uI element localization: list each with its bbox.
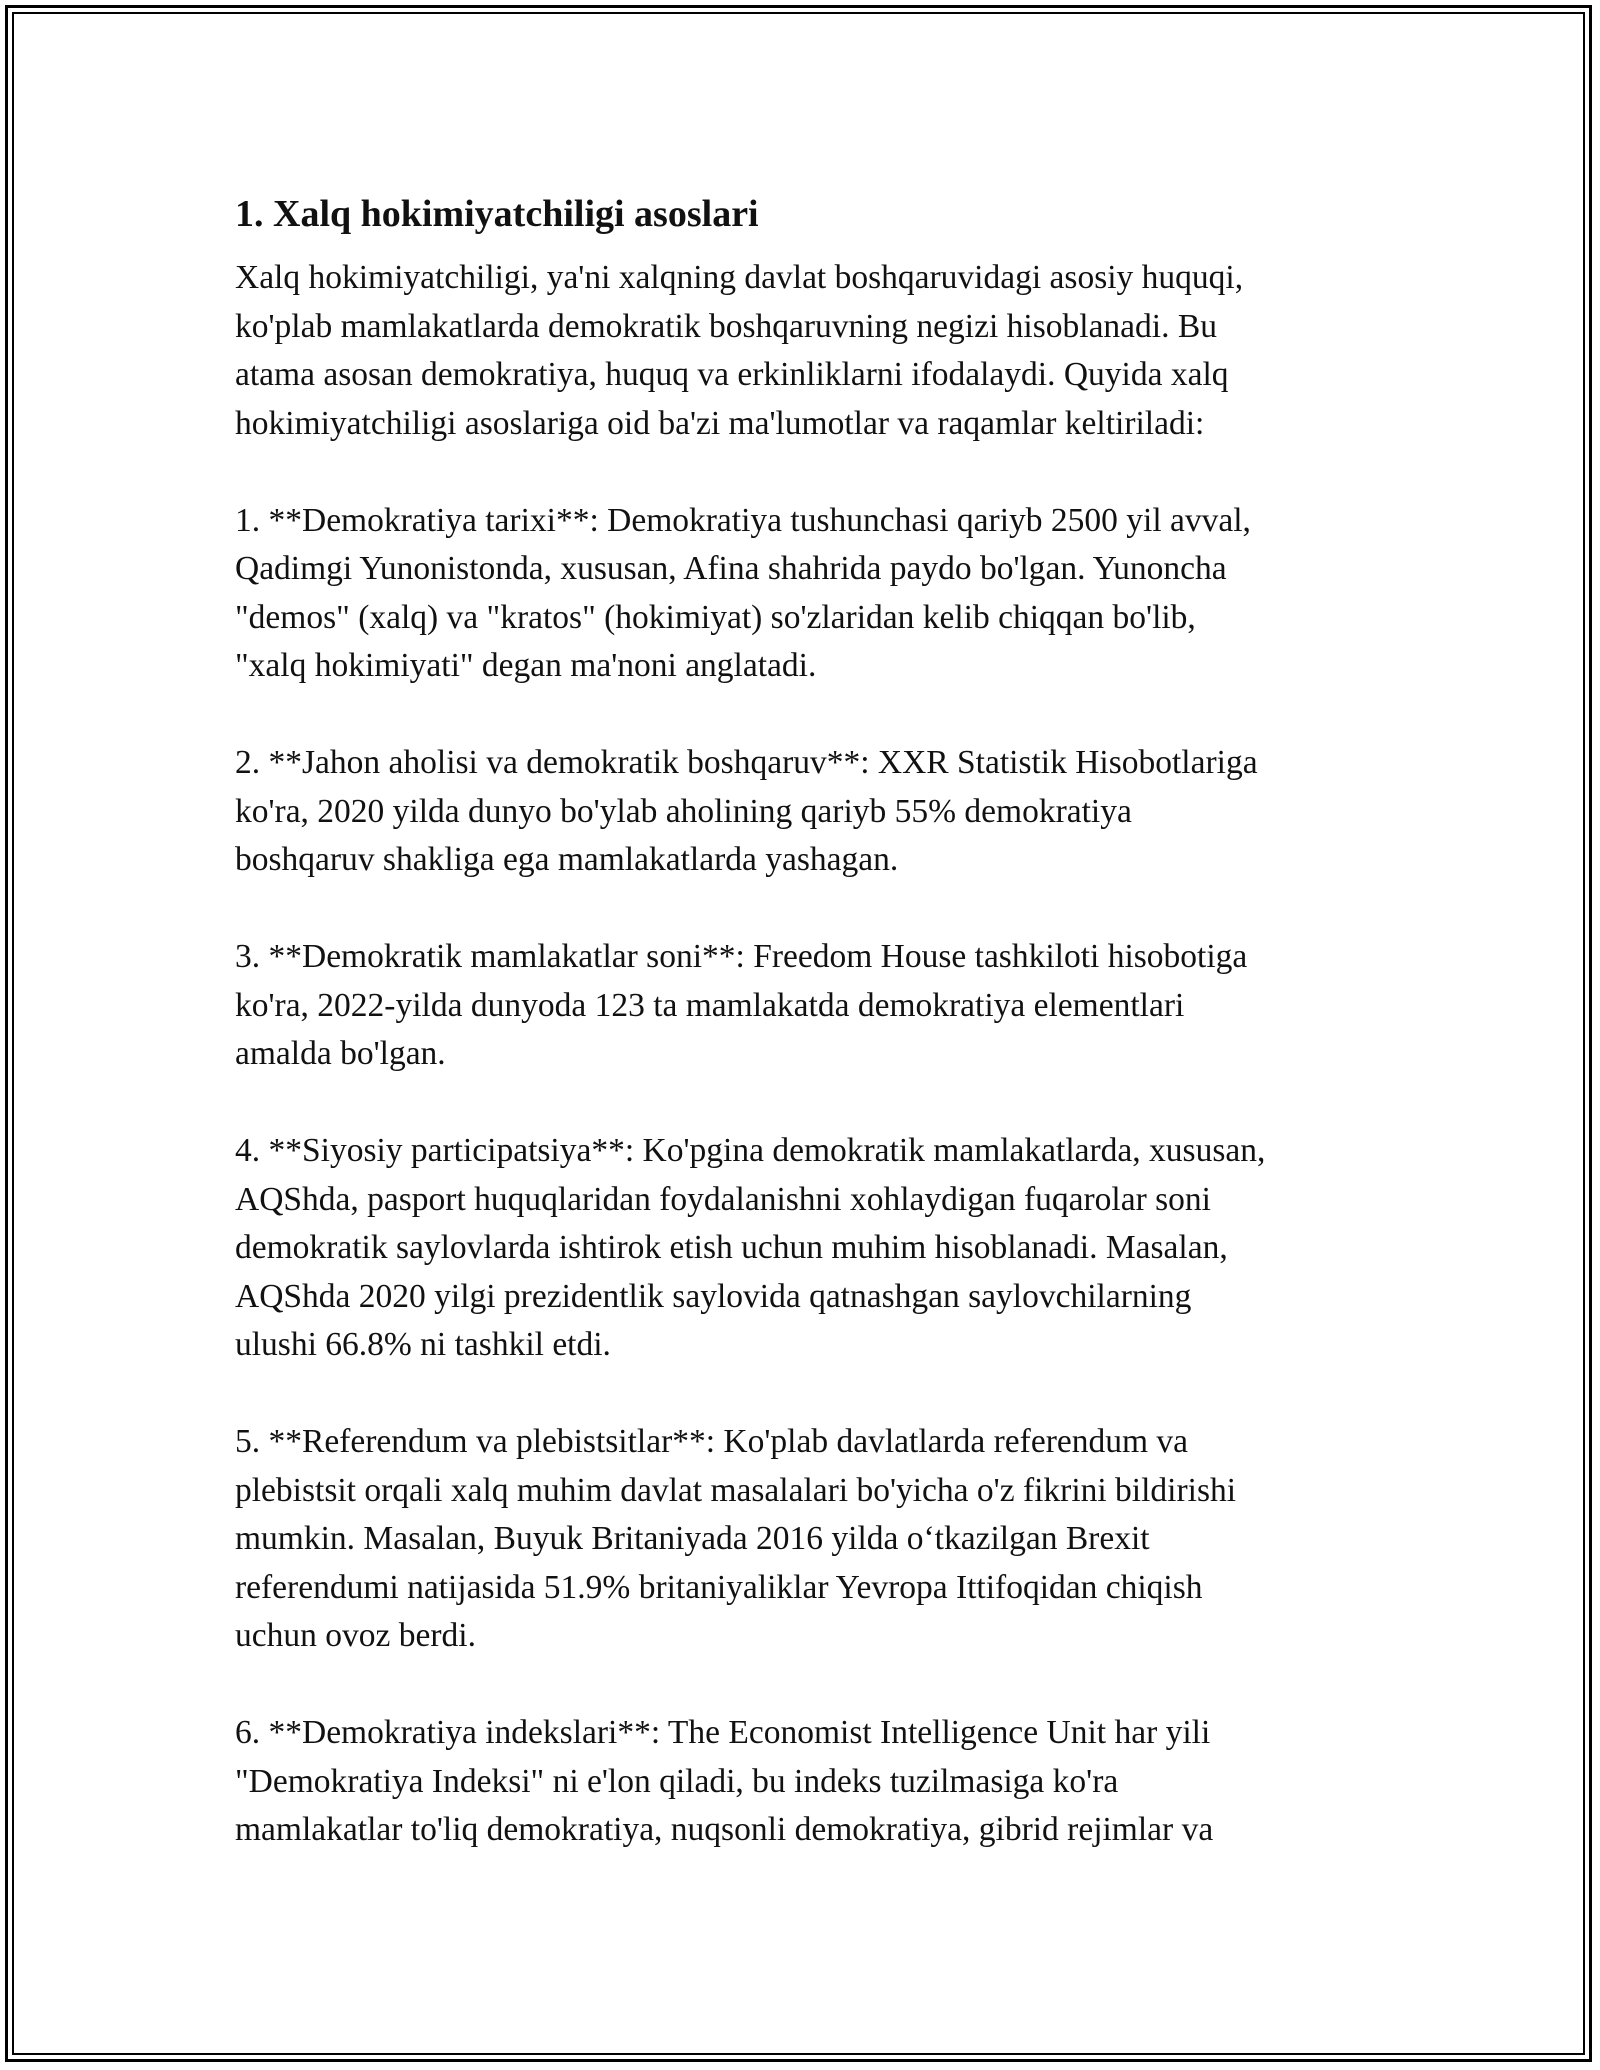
paragraph-intro (235, 254, 1385, 448)
text-line: "xalq hokimiyati" degan ma'noni anglatadi. (235, 647, 817, 684)
text-line: 2. **Jahon aholisi va demokratik boshqaruv**: XXR Statistik Hisobotlariga (235, 744, 1258, 781)
text-line: 4. **Siyosiy participatsiya**: Ko'pgina demokratik mamlakatlarda, xususan, (235, 1132, 1266, 1169)
text-line: AQShda 2020 yilgi prezidentlik saylovida qatnashgan saylovchilarning (235, 1277, 1192, 1315)
text-line: 5. **Referendum va plebistsitlar**: Ko'plab davlatlarda referendum va (235, 1423, 1189, 1460)
text-line: ko'ra, 2020 yilda dunyo bo'ylab aholining qariyb 55% demokratiya (235, 792, 1132, 830)
text-line: AQShda, pasport huquqlaridan foydalanishni xohlaydigan fuqarolar soni (235, 1180, 1211, 1218)
text-line: Qadimgi Yunonistonda, xususan, Afina shahrida paydo bo'lgan. Yunoncha (235, 550, 1227, 587)
paragraph-item-3 (235, 933, 1385, 1079)
section-title: 1. Xalq hokimiyatchiligi asoslari (235, 193, 759, 235)
text-line: 1. **Demokratiya tarixi**: Demokratiya tushunchasi qariyb 2500 yil avval, (235, 501, 1251, 539)
text-line: uchun ovoz berdi. (235, 1617, 476, 1654)
text-line: 6. **Demokratiya indekslari**: The Economist Intelligence Unit har yili (235, 1714, 1211, 1751)
text-line: ko'ra, 2022-yilda dunyoda 123 ta mamlakatda demokratiya elementlari (235, 986, 1185, 1024)
text-line: amalda bo'lgan. (235, 1035, 446, 1072)
text-line: boshqaruv shakliga ega mamlakatlarda yashagan. (235, 841, 899, 878)
text-line: 3. **Demokratik mamlakatlar soni**: Freedom House tashkiloti hisobotiga (235, 938, 1248, 975)
text-line: atama asosan demokratiya, huquq va erkinliklarni ifodalaydi. Quyida xalq (235, 356, 1229, 393)
text-line: "demos" (xalq) va "kratos" (hokimiyat) so'zlaridan kelib chiqqan bo'lib, (235, 598, 1196, 636)
text-line: Xalq hokimiyatchiligi, ya'ni xalqning davlat boshqaruvidagi asosiy huquqi, (235, 259, 1244, 296)
document-body (235, 186, 1385, 1903)
text-line: hokimiyatchiligi asoslariga oid ba'zi ma'lumotlar va raqamlar keltiriladi: (235, 404, 1205, 442)
text-line: plebistsit orqali xalq muhim davlat masalalari bo'yicha o'z fikrini bildirishi (235, 1471, 1237, 1509)
paragraph-item-2 (235, 739, 1385, 885)
paragraph-item-5 (235, 1418, 1385, 1661)
text-line: ko'plab mamlakatlarda demokratik boshqaruvning negizi hisoblanadi. Bu (235, 307, 1217, 345)
paragraph-item-4 (235, 1127, 1385, 1370)
text-line: ulushi 66.8% ni tashkil etdi. (235, 1326, 611, 1363)
text-line: mamlakatlar to'liq demokratiya, nuqsonli demokratiya, gibrid rejimlar va (235, 1811, 1214, 1848)
paragraph-item-6 (235, 1709, 1385, 1855)
text-line: mumkin. Masalan, Buyuk Britaniyada 2016 yilda o‘tkazilgan Brexit (235, 1520, 1150, 1557)
text-line: demokratik saylovlarda ishtirok etish uchun muhim hisoblanadi. Masalan, (235, 1229, 1228, 1266)
paragraph-item-1 (235, 497, 1385, 691)
text-line: "Demokratiya Indeksi" ni e'lon qiladi, bu indeks tuzilmasiga ko'ra (235, 1762, 1119, 1800)
text-line: referendumi natijasida 51.9% britaniyaliklar Yevropa Ittifoqidan chiqish (235, 1568, 1203, 1606)
